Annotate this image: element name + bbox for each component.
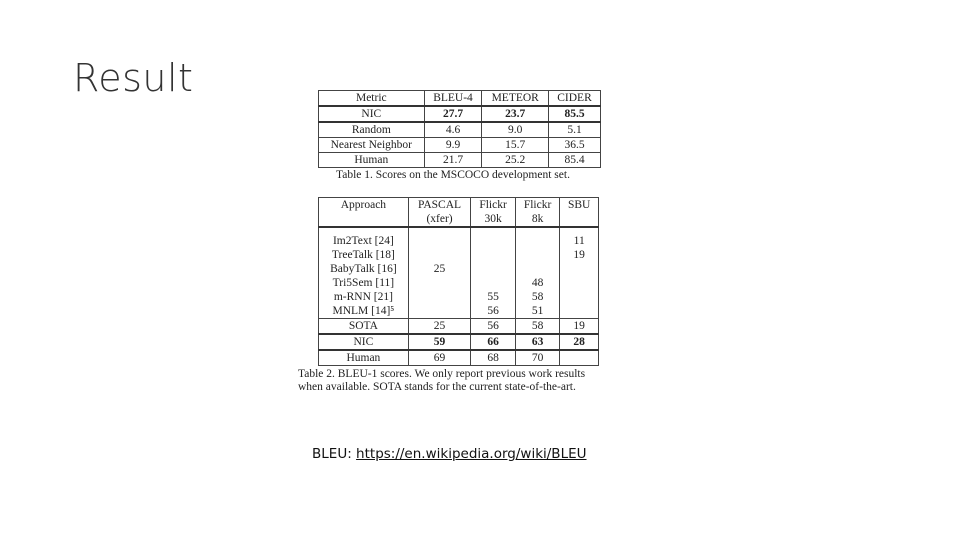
table-cell: 63 [515,334,560,350]
table-cell: Nearest Neighbor [319,138,425,153]
table-cell: 11 [560,234,599,248]
table-cell: 69 [408,350,471,366]
table-cell: NIC [319,334,409,350]
table-cell [515,227,560,234]
table-cell [515,234,560,248]
table-cell: 27.7 [424,106,482,122]
table-cell: 58 [515,319,560,335]
bleu-wikipedia-link[interactable]: https://en.wikipedia.org/wiki/BLEU [356,446,587,462]
header-line: 30k [484,213,502,225]
table-row [319,234,599,248]
table-cell [408,276,471,290]
table-cell: 19 [560,248,599,262]
table-cell: 55 [471,290,516,304]
table-cell [471,276,516,290]
table-cell: Im2Text [24] [319,234,409,248]
header-cell [408,198,471,228]
table-cell: 85.5 [549,106,601,122]
table-cell: 5.1 [549,122,601,138]
table-cell [408,234,471,248]
table-cell: 23.7 [482,106,549,122]
header-line: Flickr [479,199,507,211]
table-row [319,138,601,153]
table-cell: 56 [471,319,516,335]
table-cell [319,227,409,234]
table-caption [298,368,628,394]
table-cell: NIC [319,106,425,122]
table-cell [515,248,560,262]
table-cell: 68 [471,350,516,366]
table-cell: SOTA [319,319,409,335]
caption-line: when available. SOTA stands for the current state-of-the-art. [298,381,576,393]
table-cell: 58 [515,290,560,304]
table-row-nic [319,106,601,122]
header-cell [560,198,599,228]
table-row [319,262,599,276]
table-row-nic [319,334,599,350]
table-cell: Human [319,350,409,366]
table-cell: MNLM [14]⁵ [319,304,409,319]
table-cell [560,304,599,319]
bleu-label: BLEU: [312,446,357,462]
table-row [319,153,601,168]
table-cell [408,248,471,262]
table-cell [560,227,599,234]
table-cell [560,262,599,276]
table-cell: 25 [408,319,471,335]
paper-tables-figure [298,90,628,394]
mscoco-scores-table [318,90,601,168]
table-row [319,276,599,290]
table-cell: Tri5Sem [11] [319,276,409,290]
table-header-row [319,91,601,107]
table-cell [408,290,471,304]
table-cell [560,350,599,366]
table-cell: 28 [560,334,599,350]
header-cell [319,198,409,228]
table-cell [515,262,560,276]
table-cell [471,262,516,276]
header-cell: CIDER [549,91,601,107]
table-cell: 9.0 [482,122,549,138]
header-cell: BLEU-4 [424,91,482,107]
header-line: PASCAL [418,199,462,211]
header-line: Approach [340,199,387,211]
table-cell: m-RNN [21] [319,290,409,304]
table-cell: 48 [515,276,560,290]
header-cell [515,198,560,228]
table-row [319,122,601,138]
table-cell: 21.7 [424,153,482,168]
table-cell [560,290,599,304]
header-line: 8k [531,213,544,225]
table-row-sota [319,319,599,335]
header-line: SBU [567,199,591,211]
header-line: (xfer) [426,213,453,225]
table-caption: Table 1. Scores on the MSCOCO development set. [336,169,570,181]
table-cell: 25 [408,262,471,276]
table-cell: 19 [560,319,599,335]
table-cell: 51 [515,304,560,319]
table-header-row [319,198,599,228]
table-cell: Random [319,122,425,138]
header-cell: METEOR [482,91,549,107]
table-cell: 66 [471,334,516,350]
table-cell: Human [319,153,425,168]
table-cell [471,234,516,248]
bleu-reference [312,446,587,462]
table-cell: 36.5 [549,138,601,153]
table-row [319,304,599,319]
table-cell [471,227,516,234]
table-cell [471,248,516,262]
table-cell: 70 [515,350,560,366]
table-cell: 59 [408,334,471,350]
header-cell [471,198,516,228]
table-row-human [319,350,599,366]
table-cell: 56 [471,304,516,319]
table-cell: 25.2 [482,153,549,168]
table-cell [408,227,471,234]
table-cell [408,304,471,319]
table-cell: 9.9 [424,138,482,153]
table-row [319,248,599,262]
table-cell: TreeTalk [18] [319,248,409,262]
header-cell: Metric [319,91,425,107]
table-cell [560,276,599,290]
table-row [319,227,599,234]
table-cell: BabyTalk [16] [319,262,409,276]
bleu-1-scores-table [318,197,599,366]
table-cell: 85.4 [549,153,601,168]
header-line: Flickr [523,199,552,211]
slide-title: Result [73,56,194,100]
table-cell: 4.6 [424,122,482,138]
caption-line: Table 2. BLEU-1 scores. We only report previous work results [298,368,586,380]
table-cell: 15.7 [482,138,549,153]
table-row [319,290,599,304]
